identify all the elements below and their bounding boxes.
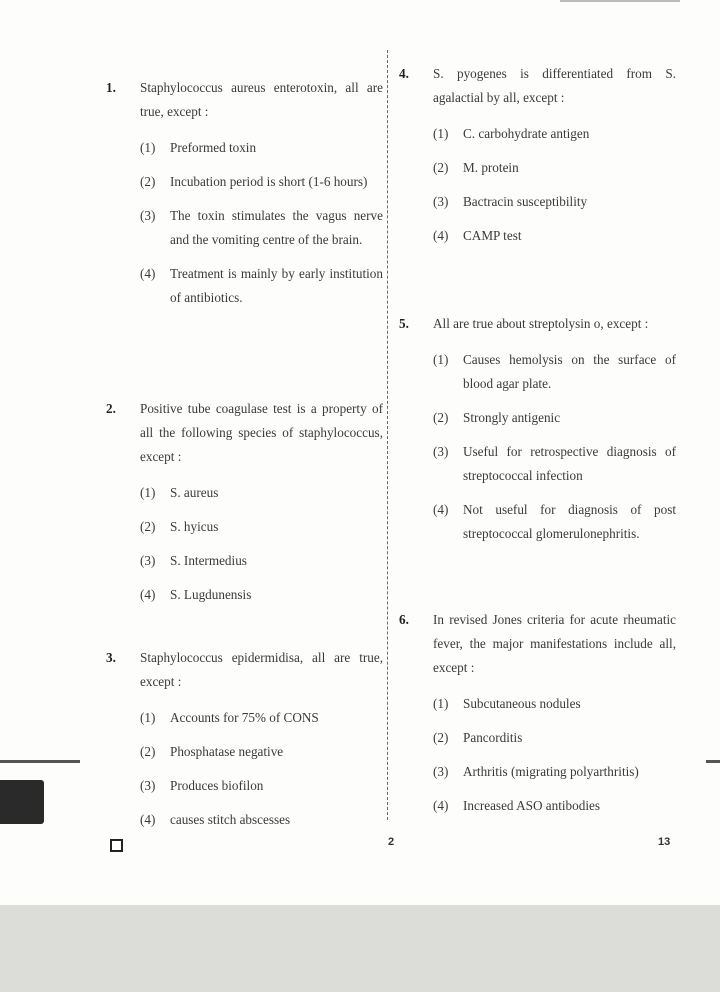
option-list (100, 706, 383, 832)
option-list (393, 692, 676, 818)
option-number: (1) (433, 126, 449, 141)
option-number: (4) (140, 587, 156, 602)
option-item (140, 706, 383, 730)
option-item (433, 794, 676, 818)
question-5 (393, 312, 676, 556)
option-number: (4) (433, 228, 449, 243)
option-number: (1) (140, 140, 156, 155)
scan-edge-mark (0, 780, 44, 824)
question-4 (393, 62, 676, 258)
option-number: (2) (140, 519, 156, 534)
column-divider (387, 50, 388, 820)
option-item (140, 549, 383, 573)
option-number: (3) (140, 208, 156, 223)
option-item (140, 262, 383, 310)
option-item (140, 515, 383, 539)
option-number: (4) (433, 502, 449, 517)
option-number: (3) (140, 553, 156, 568)
option-item (140, 740, 383, 764)
option-text: causes stitch abscesses (170, 812, 291, 827)
option-number: (1) (140, 485, 156, 500)
option-text: M. protein (463, 160, 519, 175)
option-number: (2) (140, 744, 156, 759)
option-number: (2) (433, 730, 449, 745)
option-text: S. Intermedius (170, 553, 247, 568)
option-number: (2) (433, 410, 449, 425)
option-number: (4) (140, 266, 156, 281)
option-text: S. Lugdunensis (170, 587, 252, 602)
option-item (433, 440, 676, 488)
option-number: (1) (140, 710, 156, 725)
option-text: Treatment is mainly by early institution of antibiotics. (170, 266, 383, 305)
question-number: 4. (399, 66, 409, 81)
question-text: Staphylococcus epidermidisa, all are true, except : (140, 650, 383, 689)
option-number: (1) (433, 352, 449, 367)
option-list (100, 136, 383, 310)
option-text: C. carbohydrate antigen (463, 126, 590, 141)
option-number: (3) (433, 764, 449, 779)
option-item (433, 498, 676, 546)
option-text: Pancorditis (463, 730, 523, 745)
option-item (433, 726, 676, 750)
question-text: Positive tube coagulase test is a property of all the following species of staphylococcus, except : (140, 401, 383, 464)
question-number: 3. (106, 650, 116, 665)
option-number: (3) (433, 194, 449, 209)
option-item (433, 122, 676, 146)
option-item (140, 170, 383, 194)
option-text: Arthritis (migrating polyarthritis) (463, 764, 639, 779)
registration-mark-icon (110, 839, 123, 852)
option-text: Causes hemolysis on the surface of blood agar plate. (463, 352, 676, 391)
question-text: S. pyogenes is differentiated from S. agalactial by all, except : (433, 66, 676, 105)
option-item (140, 136, 383, 160)
option-list (393, 122, 676, 248)
option-item (433, 692, 676, 716)
option-item (140, 204, 383, 252)
option-text: Subcutaneous nodules (463, 696, 581, 711)
question-1 (100, 76, 383, 320)
page-code: 13 (658, 836, 671, 848)
option-list (100, 481, 383, 607)
question-3 (100, 646, 383, 842)
question-number: 1. (106, 80, 116, 95)
scanner-background (0, 905, 720, 992)
option-number: (4) (433, 798, 449, 813)
option-number: (3) (140, 778, 156, 793)
page-number: 2 (388, 836, 395, 848)
option-item (433, 156, 676, 180)
option-text: Phosphatase negative (170, 744, 284, 759)
option-text: Preformed toxin (170, 140, 257, 155)
option-text: Incubation period is short (1-6 hours) (170, 174, 368, 189)
question-text: Staphylococcus aureus enterotoxin, all are true, except : (140, 80, 383, 119)
option-number: (2) (433, 160, 449, 175)
question-text: In revised Jones criteria for acute rheumatic fever, the major manifestations include all, except : (433, 612, 676, 675)
option-text: Produces biofilon (170, 778, 264, 793)
question-6 (393, 608, 676, 828)
question-number: 2. (106, 401, 116, 416)
option-text: Not useful for diagnosis of post streptococcal glomerulonephritis. (463, 502, 676, 541)
option-item (433, 224, 676, 248)
scan-edge-line-right (706, 760, 720, 763)
option-number: (4) (140, 812, 156, 827)
option-text: S. aureus (170, 485, 219, 500)
question-2 (100, 397, 383, 617)
question-number: 5. (399, 316, 409, 331)
question-number: 6. (399, 612, 409, 627)
question-text: All are true about streptolysin o, except : (433, 316, 649, 331)
option-text: Strongly antigenic (463, 410, 561, 425)
option-item (140, 583, 383, 607)
option-item (140, 808, 383, 832)
option-text: The toxin stimulates the vagus nerve and the vomiting centre of the brain. (170, 208, 383, 247)
option-list (393, 348, 676, 546)
option-text: S. hyicus (170, 519, 219, 534)
option-item (433, 348, 676, 396)
option-number: (1) (433, 696, 449, 711)
option-text: CAMP test (463, 228, 522, 243)
option-number: (3) (433, 444, 449, 459)
option-text: Useful for retrospective diagnosis of streptococcal infection (463, 444, 676, 483)
option-item (433, 406, 676, 430)
option-text: Bactracin susceptibility (463, 194, 588, 209)
option-item (140, 774, 383, 798)
option-text: Increased ASO antibodies (463, 798, 600, 813)
option-item (140, 481, 383, 505)
option-item (433, 760, 676, 784)
option-item (433, 190, 676, 214)
option-text: Accounts for 75% of CONS (170, 710, 319, 725)
scan-smudge (560, 0, 680, 2)
option-number: (2) (140, 174, 156, 189)
scan-edge-line (0, 760, 80, 763)
